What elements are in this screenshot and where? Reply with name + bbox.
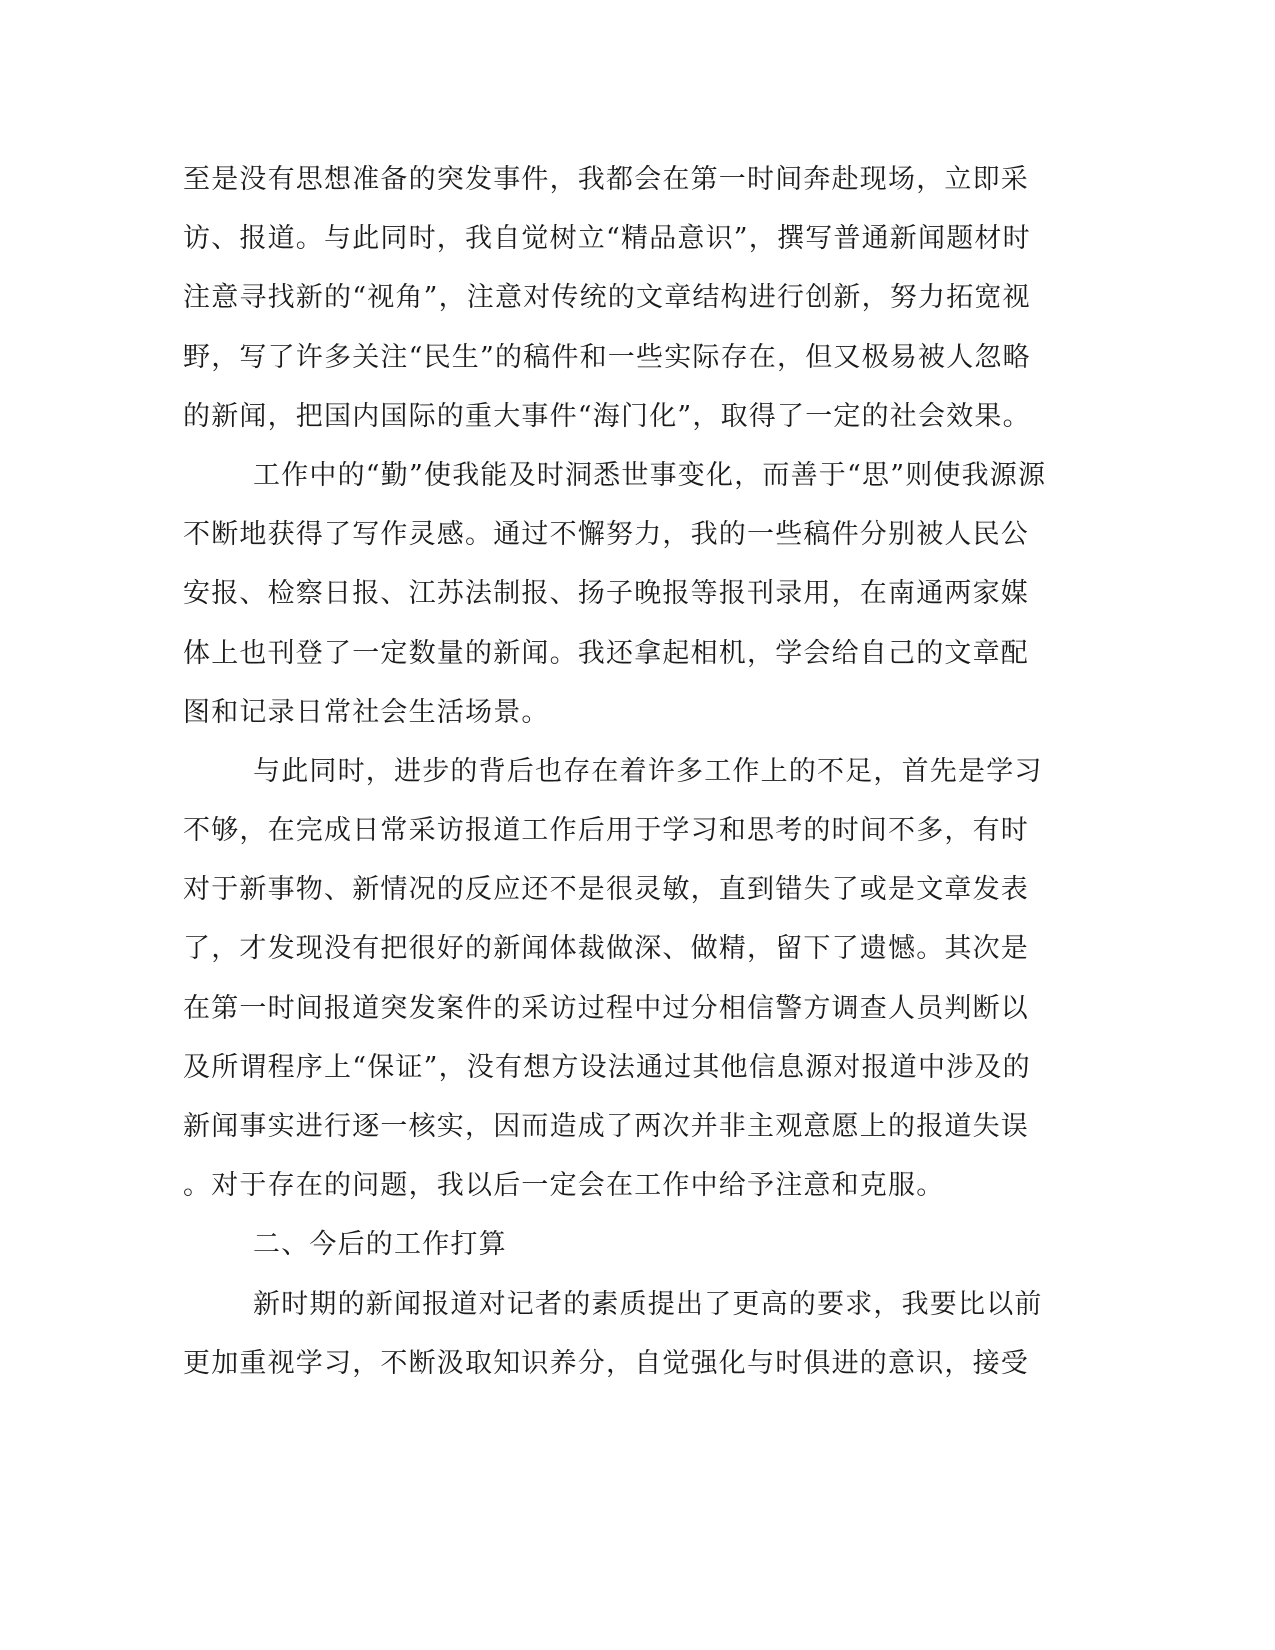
document-body <box>183 158 1047 1401</box>
text-line: 及所谓程序上“保证”，没有想方设法通过其他信息源对报道中涉及的 <box>183 1051 1031 1083</box>
text-line: 至是没有思想准备的突发事件，我都会在第一时间奔赴现场，立即采 <box>183 164 1029 195</box>
text-line: 的新闻，把国内国际的重大事件“海门化”，取得了一定的社会效果。 <box>183 400 1031 432</box>
text-line: 在第一时间报道突发案件的采访过程中过分相信警方调查人员判断以 <box>183 992 1029 1024</box>
text-line: 新闻事实进行逐一核实，因而造成了两次并非主观意愿上的报道失误 <box>183 1111 1029 1142</box>
text-line: 安报、检察日报、江苏法制报、扬子晚报等报刊录用，在南通两家媒 <box>183 578 1029 610</box>
text-line: 注意寻找新的“视角”，注意对传统的文章结构进行创新，努力拓宽视 <box>183 282 1031 314</box>
text-line: 更加重视学习，不断汲取知识养分，自觉强化与时俱进的意识，接受 <box>183 1347 1029 1379</box>
text-line: 野，写了许多关注“民生”的稿件和一些实际存在，但又极易被人忽略 <box>183 341 1031 373</box>
paragraph-first-line: 新时期的新闻报道对记者的素质提出了更高的要求，我要比以前 <box>253 1288 1043 1320</box>
text-line: 图和记录日常社会生活场景。 <box>183 696 550 728</box>
paragraph-first-line: 工作中的“勤”使我能及时洞悉世事变化，而善于“思”则使我源源 <box>253 459 1047 491</box>
section-heading: 二、今后的工作打算 <box>253 1229 507 1261</box>
text-line: 了，才发现没有把很好的新闻体裁做深、做精，留下了遗憾。其次是 <box>183 933 1029 965</box>
text-line: 不断地获得了写作灵感。通过不懈努力，我的一些稿件分别被人民公 <box>183 519 1029 551</box>
text-line: 体上也刊登了一定数量的新闻。我还拿起相机，学会给自己的文章配 <box>183 637 1029 669</box>
text-line: 访、报道。与此同时，我自觉树立“精品意识”，撰写普通新闻题材时 <box>183 223 1031 255</box>
text-line: 对于新事物、新情况的反应还不是很灵敏，直到错失了或是文章发表 <box>183 874 1029 906</box>
text-line: 不够，在完成日常采访报道工作后用于学习和思考的时间不多，有时 <box>183 815 1029 847</box>
paragraph-first-line: 与此同时，进步的背后也存在着许多工作上的不足，首先是学习 <box>253 755 1043 787</box>
text-line: 。对于存在的问题，我以后一定会在工作中给予注意和克服。 <box>183 1170 945 1202</box>
